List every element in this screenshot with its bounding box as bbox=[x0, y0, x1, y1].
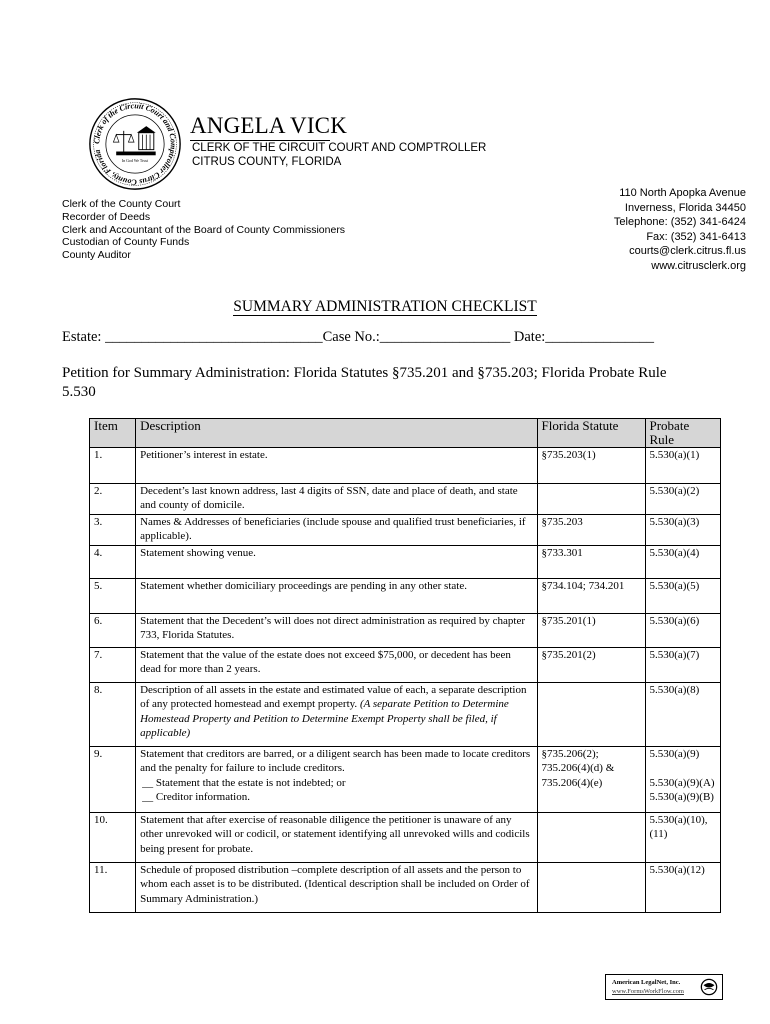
row-item-number: 7. bbox=[90, 648, 136, 683]
description-text: Description of all assets in the estate and estimated value of each, a separate description of any protected homestead and exempt property. bbox=[140, 684, 527, 711]
city-state-zip: Inverness, Florida 34450 bbox=[624, 201, 746, 214]
rule-citation: 5.530(a)(9)(B) bbox=[649, 790, 714, 803]
description-text: Statement that the value of the estate does not exceed $75,000, or decedent has been dead for more than 2 years. bbox=[140, 649, 511, 676]
description-text: Petitioner’s interest in estate. bbox=[140, 449, 268, 461]
row-item-number: 3. bbox=[90, 515, 136, 546]
description-text: Names & Addresses of beneficiaries (include spouse and qualified trust beneficiaries, if applicable). bbox=[140, 516, 526, 543]
row-description bbox=[136, 813, 537, 863]
row-probate-rule bbox=[645, 546, 721, 579]
rule-citation: 5.530(a)(2) bbox=[649, 485, 700, 497]
row-florida-statute bbox=[537, 813, 645, 863]
statute-citation: 735.206(4)(e) bbox=[541, 776, 603, 789]
row-item-number: 2. bbox=[90, 484, 136, 515]
row-probate-rule bbox=[645, 614, 721, 648]
clerk-seal-logo bbox=[88, 97, 182, 191]
statute-citation: §734.104; 734.201 bbox=[541, 580, 625, 592]
table-row bbox=[90, 648, 721, 683]
rule-citation: 5.530(a)(8) bbox=[649, 684, 700, 696]
role-item: Recorder of Deeds bbox=[62, 210, 151, 223]
rule-citation bbox=[650, 761, 717, 775]
row-florida-statute bbox=[537, 484, 645, 515]
rule-citation: 5.530(a)(10), (11) bbox=[649, 814, 708, 841]
row-probate-rule bbox=[645, 484, 721, 515]
row-description bbox=[136, 614, 537, 648]
row-probate-rule bbox=[645, 683, 721, 747]
table-row bbox=[90, 813, 721, 863]
rule-citation: 5.530(a)(4) bbox=[649, 547, 700, 559]
role-item: Clerk and Accountant of the Board of County Commissioners bbox=[62, 223, 346, 236]
description-text: Statement that the Decedent’s will does not direct administration as required by chapter 733, Florida Statutes. bbox=[140, 615, 525, 642]
office-line-1: CLERK OF THE CIRCUIT COURT AND COMPTROLLER bbox=[192, 142, 487, 154]
footer-watermark bbox=[605, 974, 723, 1000]
office-line-2: CITRUS COUNTY, FLORIDA bbox=[192, 156, 342, 168]
description-text: Statement whether domiciliary proceedings are pending in any other state. bbox=[140, 580, 467, 592]
fax: Fax: (352) 341-6413 bbox=[646, 230, 746, 243]
svg-text:Clerk of the Circuit Court and bbox=[92, 101, 178, 187]
row-florida-statute bbox=[537, 515, 645, 546]
table-row bbox=[90, 863, 721, 913]
role-item: Clerk of the County Court bbox=[62, 198, 181, 210]
role-item: Custodian of County Funds bbox=[62, 236, 190, 249]
contact-address-block bbox=[614, 186, 746, 273]
row-description bbox=[136, 863, 537, 913]
row-item-number: 11. bbox=[90, 863, 136, 913]
row-florida-statute bbox=[537, 614, 645, 648]
description-subitem: __ Creditor information. bbox=[142, 790, 250, 803]
row-florida-statute bbox=[537, 648, 645, 683]
header-probate-rule: Probate Rule bbox=[645, 419, 721, 448]
row-florida-statute bbox=[537, 448, 645, 484]
row-item-number: 1. bbox=[90, 448, 136, 484]
rule-citation: 5.530(a)(9) bbox=[649, 748, 700, 760]
description-text: Statement that creditors are barred, or a diligent search has been made to locate creditors and the penalty for failure to include creditors. bbox=[140, 748, 531, 775]
row-description bbox=[136, 747, 537, 813]
street-address: 110 North Apopka Avenue bbox=[619, 187, 746, 199]
document-title-text: SUMMARY ADMINISTRATION CHECKLIST bbox=[233, 298, 537, 315]
table-row bbox=[90, 579, 721, 614]
table-row bbox=[90, 484, 721, 515]
statute-citation: §735.206(2); bbox=[541, 748, 599, 760]
statute-citation: §735.201(1) bbox=[541, 615, 596, 627]
rule-citation: 5.530(a)(3) bbox=[649, 516, 700, 528]
description-text: Statement showing venue. bbox=[140, 547, 256, 559]
row-description bbox=[136, 515, 537, 546]
table-row bbox=[90, 747, 721, 813]
clerk-name: ANGELA VICK bbox=[190, 113, 348, 138]
description-text: Statement that after exercise of reasonable diligence the petitioner is unaware of any other unrevoked will or codicil, or statement identifying all unrevoked wills and codicils being present for probate. bbox=[140, 814, 530, 855]
statute-citation: 735.206(4)(d) & bbox=[541, 762, 615, 775]
role-item: County Auditor bbox=[62, 249, 131, 262]
header-description: Description bbox=[136, 419, 537, 448]
description-text: Schedule of proposed distribution –complete description of all assets and the person to whom each asset is to be distributed. (Identical description shall be included on Order of Summary Administration.) bbox=[140, 864, 530, 905]
header-item: Item bbox=[90, 419, 136, 448]
row-description bbox=[136, 546, 537, 579]
description-text: Decedent’s last known address, last 4 digits of SSN, date and place of death, and state and county of domicile. bbox=[140, 485, 518, 512]
table-row bbox=[90, 614, 721, 648]
row-item-number: 8. bbox=[90, 683, 136, 747]
petition-heading: Petition for Summary Administration: Florida Statutes §735.201 and §735.203; Florida Probate Rule 5.530 bbox=[62, 365, 667, 400]
row-item-number: 4. bbox=[90, 546, 136, 579]
footer-url: www.FormsWorkFlow.com bbox=[612, 988, 684, 995]
row-florida-statute bbox=[537, 747, 645, 813]
email-address: courts@clerk.citrus.fl.us bbox=[629, 245, 746, 257]
table-header-row bbox=[90, 419, 721, 448]
description-subitem: __ Statement that the estate is not indebted; or bbox=[142, 776, 346, 789]
checklist-table bbox=[89, 418, 721, 913]
row-florida-statute bbox=[537, 546, 645, 579]
rule-citation: 5.530(a)(5) bbox=[649, 580, 700, 592]
row-item-number: 9. bbox=[90, 747, 136, 813]
table-row bbox=[90, 448, 721, 484]
document-title bbox=[0, 298, 770, 316]
row-item-number: 10. bbox=[90, 813, 136, 863]
rule-citation: 5.530(a)(12) bbox=[649, 864, 705, 876]
row-probate-rule bbox=[645, 579, 721, 614]
telephone: Telephone: (352) 341-6424 bbox=[613, 216, 746, 228]
row-description bbox=[136, 448, 537, 484]
row-probate-rule bbox=[645, 515, 721, 546]
seal-ring-text: Clerk of the Circuit Court and Comptroller Citrus County, Florida bbox=[92, 101, 178, 187]
website: www.citrusclerk.org bbox=[651, 259, 746, 272]
row-item-number: 5. bbox=[90, 579, 136, 614]
rule-citation: 5.530(a)(1) bbox=[649, 449, 700, 461]
row-probate-rule bbox=[645, 648, 721, 683]
row-probate-rule bbox=[645, 813, 721, 863]
row-probate-rule bbox=[645, 863, 721, 913]
table-row bbox=[90, 683, 721, 747]
row-florida-statute bbox=[537, 863, 645, 913]
rule-citation: 5.530(a)(7) bbox=[649, 649, 700, 661]
rule-citation: 5.530(a)(9)(A) bbox=[649, 776, 715, 789]
statute-citation: §735.201(2) bbox=[541, 649, 596, 661]
row-florida-statute bbox=[537, 579, 645, 614]
row-description bbox=[136, 484, 537, 515]
globe-icon bbox=[700, 978, 718, 996]
row-description bbox=[136, 648, 537, 683]
header-florida-statute: Florida Statute bbox=[537, 419, 645, 448]
clerk-roles-list bbox=[62, 198, 345, 262]
row-probate-rule bbox=[645, 448, 721, 484]
row-probate-rule bbox=[645, 747, 721, 813]
estate-case-date-fields: Estate: ______________________________Case No.:__________________ Date:_______________ bbox=[62, 329, 655, 345]
row-item-number: 6. bbox=[90, 614, 136, 648]
statute-citation: §733.301 bbox=[541, 547, 583, 559]
row-description bbox=[136, 683, 537, 747]
office-title bbox=[192, 141, 486, 169]
rule-citation: 5.530(a)(6) bbox=[649, 615, 700, 627]
table-row bbox=[90, 515, 721, 546]
row-florida-statute bbox=[537, 683, 645, 747]
seal-motto: In God We Trust bbox=[121, 157, 149, 163]
row-description bbox=[136, 579, 537, 614]
footer-company: American LegalNet, Inc. bbox=[612, 979, 681, 986]
table-row bbox=[90, 546, 721, 579]
statute-citation: §735.203(1) bbox=[541, 449, 596, 461]
description-note: (A separate Petition to Determine Homestead Property and Petition to Determine Exempt Property shall be filed, if applicable) bbox=[140, 698, 509, 739]
statute-citation: §735.203 bbox=[541, 516, 583, 528]
